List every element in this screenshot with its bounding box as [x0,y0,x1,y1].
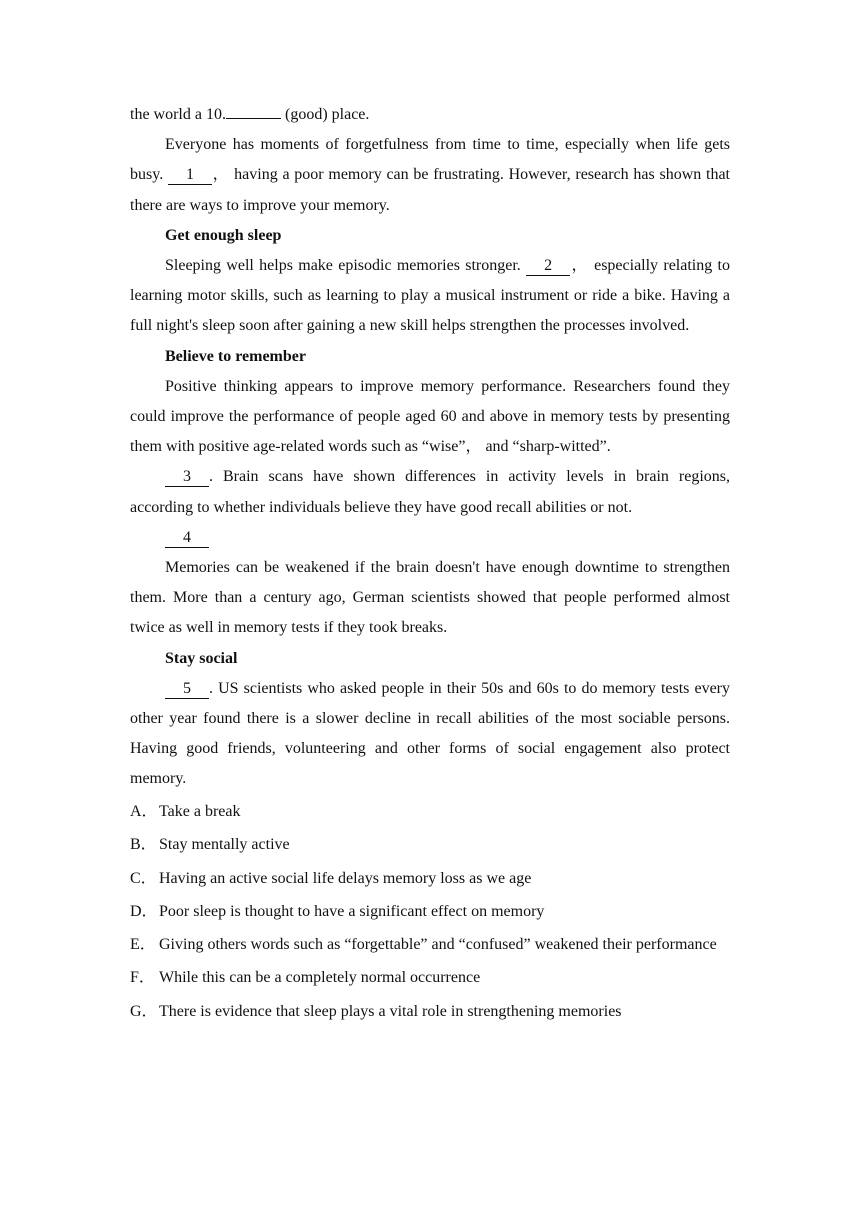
paragraph-2-text-a: Sleeping well helps make episodic memories stronger. [165,257,527,275]
blank-10 [226,118,281,119]
option-f-label: F． [130,969,155,987]
paragraph-1-text-b: ， having a poor memory can be frustrating. However, research has shown that there are ways to improve your memory. [130,166,730,214]
options-list [130,795,730,1029]
top-line-prefix: the world a 10. [130,106,226,123]
heading-social: Stay social [165,649,238,667]
option-b-label: B． [130,836,157,854]
option-d-text: Poor sleep is thought to have a significant effect on memory [159,903,545,921]
paragraph-6-text: . US scientists who asked people in their 50s and 60s to do memory tests every other year found there is a slower decline in recall abilities of the most sociable persons. Having good friends, volunteering and other forms of social engagement also protect memory. [130,679,730,788]
document-page [130,100,730,1028]
option-g [130,995,730,1029]
heading-believe: Believe to remember [165,347,306,365]
option-b [130,828,730,862]
blank-4: 4 [165,529,209,548]
paragraph-2 [130,251,730,342]
paragraph-4-text: . Brain scans have shown differences in activity levels in brain regions, according to whether individuals believe they have good recall abilities or not. [130,468,730,516]
paragraph-6 [130,674,730,795]
paragraph-4 [130,462,730,522]
option-b-text: Stay mentally active [159,836,290,854]
top-line-suffix: (good) place. [280,106,370,123]
option-e [130,929,730,961]
option-f-text: While this can be a completely normal occurrence [159,969,481,987]
option-c-label: C． [130,869,157,887]
top-line [130,100,730,130]
paragraph-blank-4 [130,523,730,553]
option-e-text: Giving others words such as “forgettable” and “confused” weakened their performance [159,936,717,954]
blank-3: 3 [165,468,209,487]
paragraph-5: Memories can be weakened if the brain doesn't have enough downtime to strengthen them. More than a century ago, German scientists showed that people performed almost twice as well in memory tests if they took breaks. [130,559,730,637]
option-d-label: D． [130,903,158,921]
option-g-text: There is evidence that sleep plays a vital role in strengthening memories [159,1002,622,1020]
option-c [130,862,730,896]
option-a [130,795,730,829]
paragraph-1 [130,130,730,221]
option-e-label: E． [130,936,156,954]
paragraph-1-text-a: Everyone has moments of forgetfulness from time to time, especially when life gets busy. [130,136,730,184]
option-d [130,895,730,929]
option-f [130,961,730,995]
option-a-text: Take a break [159,802,241,820]
heading-sleep: Get enough sleep [165,226,282,244]
paragraph-2-text-b: ， especially relating to learning motor skills, such as learning to play a musical instrument or ride a bike. Having a full night's sleep soon after gaining a new skill helps strengthen the processes involved. [130,257,730,335]
option-a-label: A． [130,802,158,820]
blank-2: 2 [526,257,570,276]
blank-5: 5 [165,680,209,699]
blank-1: 1 [168,166,212,185]
paragraph-3: Positive thinking appears to improve memory performance. Researchers found they could improve the performance of people aged 60 and above in memory tests by presenting them with positive age-related words such as “wise”， and “sharp-witted”. [130,377,730,456]
option-c-text: Having an active social life delays memory loss as we age [159,869,532,887]
option-g-label: G． [130,1002,158,1020]
